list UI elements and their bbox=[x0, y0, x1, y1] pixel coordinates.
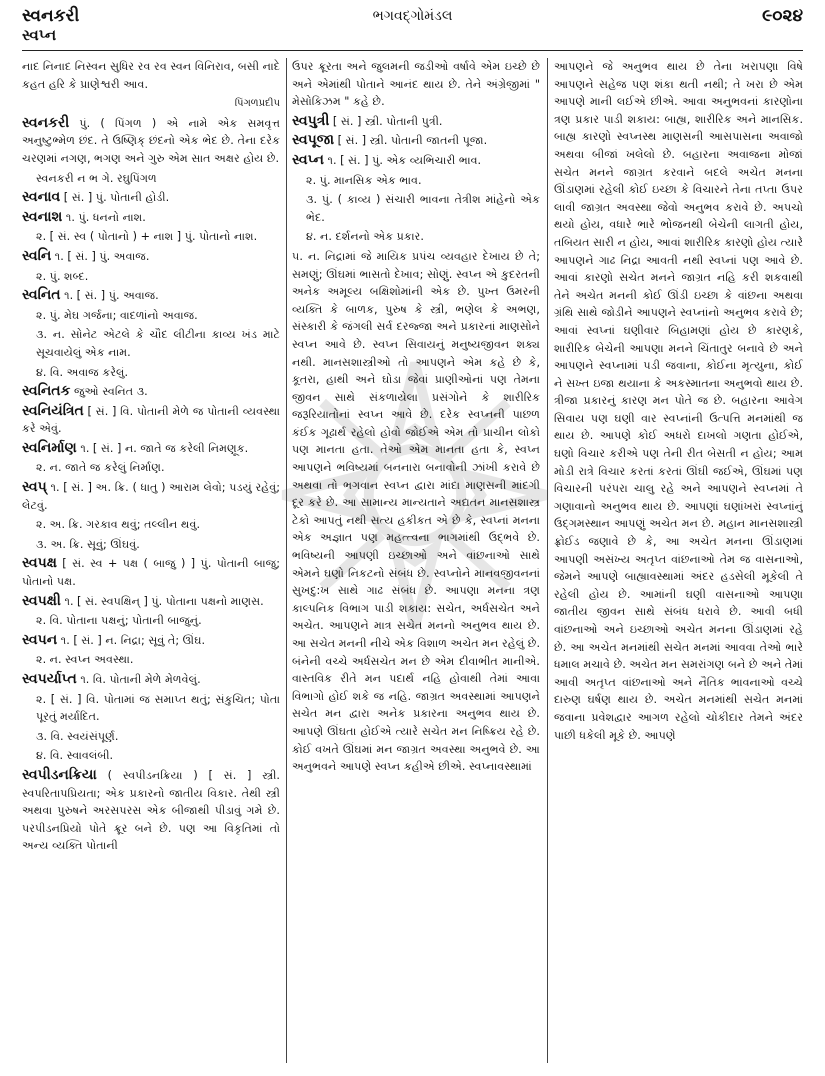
headword: સ્વનિ bbox=[22, 247, 52, 264]
dictionary-entry bbox=[22, 767, 280, 855]
entry-text: ૪. ન. દર્શનનો એક પ્રકાર. bbox=[306, 230, 424, 244]
entry-text: ૨. પું. મેઘ ગર્જના; વાદળાંનો અવાજ. bbox=[36, 308, 198, 322]
entry-text: ૧. [ સં. ] ન. જાતે જ કરેલી નિમણૂક. bbox=[76, 441, 249, 455]
running-head-first-word: સ્વનકરી bbox=[22, 6, 80, 26]
dictionary-entry bbox=[22, 58, 280, 93]
dictionary-entry bbox=[22, 248, 280, 266]
entry-text: [ સં. ] સ્ત્રી. પોતાની જાતની પૂજા. bbox=[334, 134, 488, 148]
column-divider bbox=[547, 58, 548, 1063]
dictionary-entry bbox=[22, 671, 280, 689]
running-head-title: ભગવદ્ગોમંડલ bbox=[372, 8, 453, 24]
entry-text: ૨. વિ. પોતાના પક્ષનું; પોતાની બાજુનું. bbox=[36, 614, 202, 628]
entry-text: ૨. પું. માનસિક એક ભાવ. bbox=[306, 173, 422, 187]
entry-text: ૩. અ. ક્રિ. સૂવું; ઊંઘવું. bbox=[36, 537, 140, 551]
dictionary-entry bbox=[22, 268, 280, 286]
entry-text: ૧. [ સં. ] ન. નિદ્રા; સૂવું તે; ઊંઘ. bbox=[57, 633, 206, 647]
dictionary-entry bbox=[292, 228, 540, 246]
entry-text: ૨. અ. ક્રિ. ગરકાવ થવું; તલ્લીન થવું. bbox=[36, 518, 201, 532]
dictionary-entry bbox=[22, 383, 280, 401]
entry-text: ૪. વિ. અવાજ કરેલું. bbox=[36, 365, 129, 379]
dictionary-entry bbox=[22, 612, 280, 630]
running-head-last-word: સ્વપ્ન bbox=[22, 26, 57, 44]
dictionary-entry bbox=[22, 307, 280, 325]
headword: સ્વનાશ bbox=[22, 208, 63, 225]
headword: સ્વપક્ષ bbox=[22, 555, 57, 572]
headword: સ્વનિતક bbox=[22, 383, 71, 400]
headword: સ્વનિત bbox=[22, 287, 61, 304]
entry-text: ૫. ન. નિદ્રામાં જે માયિક પ્રપંચ વ્યવહાર દેખાય છે તે; સમણું; ઊંઘમાં ભાસતો દેખાવ; સોણું. સ્વપ્ન એ કુદરતની અનેક અમૂલ્ય બક્ષિશોમાંની એક છે. પુખ્ત ઉમરની વ્યક્તિ કે બાળક, પુરુષ કે સ્ત્રી, ભણેલ કે અભણ, સંસ્કારી કે જંગલી સર્વ દરજ્જા અને પ્રકારનાં માણસોને સ્વપ્ન આવે છે. સ્વપ્ન સિવાયનું મનુષ્યજીવન શક્ય નથી. માનસશાસ્ત્રીઓ તો આપણને એમ કહે છે કે, કૂતરા, હાથી અને ઘોડા જેવાં પ્રાણીઓનાં પણ તેમના જીવન સાથે સંકળાયેલા પ્રસંગોને કે શારીરિક જરૂરિયાતોનાં સ્વપ્ન આવે છે. દરેક સ્વપ્નની પાછળ કંઈક ગૂઢાર્થ રહેલો હોવો જોઈએ એમ તો પ્રાચીન લોકો પણ માનતા હતા. તેઓ એમ માનતા હતા કે, સ્વપ્ન આપણને ભવિષ્યમાં બનનારા બનાવોની ઝાંખી કરાવે છે અથવા તો ભગવાન સ્વપ્ન દ્વારા માંદા માણસની માંદગી દૂર કરે છે. આ સામાન્ય માન્યતાને અદ્યતન માનસશાસ્ત્ર ટેકો આપતું નથી સત્ય હકીકત એ છે કે, સ્વપ્નાં મનના એક અજ્ઞાત પણ મહત્ત્વના ભાગમાંથી ઉદ્ભવે છે. ભવિષ્યની આપણી ઇચ્છાઓ અને વાંછનાઓ સાથે એમને ઘણો નિકટનો સંબંધ છે. સ્વપ્નોને માનવજીવનનાં સુખદુ:ખ સાથે ગાઢ સંબંધ છે. આપણા મનના ત્રણ કાલ્પનિક વિભાગ પાડી શકાય: સચેત, અર્ધસચેત અને અચેત. આપણને માત્ર સચેત મનનો અનુભવ થાય છે. આ સચેત મનની નીચે એક વિશાળ અચેત મન રહેલું છે. બંનેની વચ્ચે અર્ધસચેત મન છે એમ દીવાભીત માનીએ. વાસ્તવિક રીતે મન પદાર્થ નહિ હોવાથી તેમાં આવા વિભાગો હોઈ શકે જ નહિ. જાગ્રત અવસ્થામાં આપણને સચેત મન દ્વારા અનેક પ્રકારના અનુભવ થાય છે. આપણે ઊંઘતા હોઈએ ત્યારે સચેત મન નિષ્ક્રિય રહે છે. કોઈ વખતે ઊંઘમાં મન જાગ્રત અવસ્થા અનુભવે છે. આ અનુભવને આપણે સ્વપ્ન કહીએ છીએ. સ્વપ્નાવસ્થામાં bbox=[292, 249, 540, 774]
dictionary-entry bbox=[22, 728, 280, 746]
headword: સ્વપક્ષી bbox=[22, 592, 61, 609]
entry-text: [ સં. સ્વ + પક્ષ ( બાજુ ) ] પું. પોતાની બાજુ; પોતાનો પક્ષ. bbox=[22, 557, 280, 589]
entry-text: ૨. [ સં. સ્વ ( પોતાનો ) + નાશ ] પું. પોતાનો નાશ. bbox=[36, 230, 258, 244]
dictionary-entry bbox=[292, 132, 540, 150]
dictionary-entry bbox=[22, 228, 280, 246]
dictionary-entry bbox=[22, 95, 280, 113]
dictionary-entry bbox=[22, 115, 280, 168]
dictionary-entry bbox=[22, 287, 280, 305]
headword: સ્વનિર્માણ bbox=[22, 439, 77, 456]
entry-text: ઉપર ક્રૂરતા અને જુલમની જડીઓ વર્ષાવે એમ ઇચ્છે છે અને એમાંથી પોતાને આનંદ થાય છે. તેને અંગ્રેજીમાં " મેસોકિઝમ " કહે છે. bbox=[292, 60, 540, 109]
entry-text: જુઓ સ્વનિત ૩. bbox=[70, 385, 148, 399]
headword: સ્વનકરી bbox=[22, 114, 70, 131]
entry-text: ૩. પું. ( કાવ્ય ) સંચારી ભાવના તેત્રીશ માંહેનો એક ભેદ. bbox=[306, 193, 540, 224]
dictionary-entry bbox=[22, 632, 280, 650]
dictionary-entry bbox=[292, 248, 540, 776]
dictionary-entry bbox=[22, 440, 280, 458]
dictionary-entry bbox=[22, 516, 280, 534]
entry-text: નાદ નિનાદ નિસ્વન સુધિર રવ રવ સ્વન વિનિરાવ, બસી નાદે કહત હરિ કે પ્રાણેશ્વરી આવ. bbox=[22, 60, 280, 91]
entry-text: આપણને જે અનુભવ થાય છે તેના ખરાપણા વિષે આપણને સહેજ પણ શંકા થતી નથી; તે ખરા છે એમ આપણે માની લઈએ છીએ. આવા અનુભવનાં કારણોના ત્રણ પ્રકાર પાડી શકાય: બાહ્ય, શારીરિક અને માનસિક. બાહ્ય કારણો સ્વપ્નસ્થ માણસની આસપાસના અવાજો અથવા બીજાં ખલેલો છે. બહારના અવાજના મોજાં સચેત મનને જાગ્રત કરવાને બદલે અચેત મનના ઊંડાણમાં રહેલી કોઈ ઇચ્છા કે વિચારને તેના તપ્તા ઉપર લાવી જાગ્રત અવસ્થા જેવો અનુભવ કરાવે છે. અપચો થયો હોય, વધારે ભારે ભોજનથી બેચેની લાગતી હોય, તબિયત સારી ન હોય, આવાં શારીરિક કારણો હોય ત્યારે આપણને ગાઢ નિદ્રા આવતી નથી સ્વપ્નાં પણ આવે છે. આવાં કારણો સચેત મનને જાગ્રત નહિ કરી શકવાથી તેને અચેત મનની કોઈ ઊંડી ઇચ્છા કે વાંછના અથવા ગ્રંથિ સાથે જોડીને આપણને સ્વપ્નાંનો અનુભવ કરાવે છે; આવાં સ્વપ્નાં ઘણીવાર બિહામણાં હોય છે કારણકે, શારીરિક બેચેની આપણા મનને ચિંતાતુર બનાવે છે અને આપણને સ્વપ્નામાં પડી જવાના, કોઈના મૃત્યુના, કોઈ ને સખ્ત ઇજા થયાના કે અકસ્માતના અનુભવો થાય છે. ત્રીજા પ્રકારનું કારણ મન પોતે જ છે. બહારના આવેગ સિવાય પણ ઘણી વાર સ્વપ્નાંની ઉત્પત્તિ મનમાંથી જ થાય છે. આપણે કોઈ અધરો દાખલો ગણતા હોઈએ, ઘણો વિચાર કરીએ પણ તેની રીત બેસતી ન હોય; આમ મોડી રાત્રે વિચાર કરતાં કરતાં ઊંઘી જઈએ, ઊંઘમાં પણ વિચારની પરંપરા ચાલુ રહે અને આપણને સ્વપ્નમાં તે ગણાવાનો અનુભવ થાય છે. આપણાં ઘણાંખરાં સ્વપ્નાંનું ઉદ્ગમસ્થાન આપણું અચેત મન છે. મહાન માનસશાસ્ત્રી ફ્રોઈડ જણાવે છે કે, આ અચેત મનના ઊંડાણમાં આપણી અસંખ્ય અતૃપ્ત વાંછનાઓ તેમ જ વાસનાઓ, જેમને આપણે બાહ્યાવસ્થામાં અંદર હડસેલી મૂકેલી તે રહેલી હોય છે. આમાંની ઘણી વાસનાઓ આપણા જાતીય જીવન સાથે સંબંધ ધરાવે છે. આવી બધી વાંછનાઓ અને ઇચ્છાઓ અચેત મનના ઊંડાણમાં રહે છે. આ અચેત મનમાંથી સચેત મનમાં આવવા તેઓ ભારે ધમાલ મચાવે છે. અચેત મન સમરાંગણ બને છે અને તેમાં આવી અતૃપ્ત વાંછનાઓ અને નૈતિક ભાવનાઓ વચ્ચે દારુણ ઘર્ષણ થાય છે. અચેત મનમાંથી સચેત મનમાં જવાના પ્રવેશદ્વાર આગળ રહેલો ચોકીદાર તેમને અંદર પાછી ધકેલી મૂકે છે. આપણે bbox=[554, 60, 803, 742]
dictionary-entry bbox=[292, 113, 540, 131]
entry-text: ૧. [ સં. ] પું. અવાજ. bbox=[60, 289, 159, 303]
dictionary-entry bbox=[22, 170, 280, 188]
dictionary-entry bbox=[22, 691, 280, 726]
dictionary-entry bbox=[22, 479, 280, 514]
entry-text: ૧. પું. ધનનો નાશ. bbox=[62, 210, 146, 224]
dictionary-entry bbox=[22, 747, 280, 765]
dictionary-entry bbox=[22, 536, 280, 554]
dictionary-entry bbox=[292, 152, 540, 170]
entry-text: ૧. વિ. પોતાની મેળે મેળવેલું. bbox=[76, 673, 201, 686]
headword: સ્વનાવ bbox=[22, 189, 61, 206]
entry-text: [ સં. ] પું. પોતાની હોડી. bbox=[60, 191, 170, 205]
entry-text: ૨. પું. શબ્દ. bbox=[36, 269, 89, 283]
column-right bbox=[554, 58, 803, 1066]
dictionary-entry bbox=[554, 58, 803, 744]
dictionary-entry bbox=[22, 364, 280, 382]
entry-text: [ સં. ] સ્ત્રી. પોતાની પુત્રી. bbox=[329, 114, 443, 128]
dictionary-entry bbox=[22, 555, 280, 590]
entry-text: ૨. ન. જાતે જ કરેલું નિર્માણ. bbox=[36, 461, 165, 475]
dictionary-entry bbox=[292, 191, 540, 226]
entry-text: ૧. [ સં. સ્વપક્ષિન્ ] પું. પોતાના પક્ષનો માણસ. bbox=[60, 594, 264, 608]
dictionary-entry bbox=[22, 209, 280, 227]
entry-text: પિંગળપ્રદીપ bbox=[234, 98, 280, 110]
dictionary-entry bbox=[22, 651, 280, 669]
headword: સ્વપુત્રી bbox=[292, 112, 330, 129]
dictionary-entry bbox=[292, 172, 540, 190]
headword: સ્વપન bbox=[22, 631, 58, 648]
entry-text: પું. ( પિંગળ ) એ નામે એક સમવૃત્ત અનુષ્ટુભ્મેળ છંદ. તે ઉષ્ણિક્ છંદનો એક ભેદ છે. તેના દરેક ચરણમાં નગણ, ભગણ અને ગુરુ એમ સાત અક્ષર હોય છે. bbox=[22, 116, 280, 165]
dictionary-entry bbox=[22, 459, 280, 477]
entry-text: સ્વનકરી ન ભ ગે. રઘુપિંગળ bbox=[36, 171, 157, 185]
entry-text: ૨. ન. સ્વપ્ન અવસ્થા. bbox=[36, 653, 134, 667]
headword: સ્વપૂજા bbox=[292, 132, 335, 149]
dictionary-entry bbox=[22, 403, 280, 438]
dictionary-entry bbox=[22, 593, 280, 611]
header-rule bbox=[22, 50, 803, 51]
headword: સ્વપ્ bbox=[22, 479, 47, 496]
entry-text: ૩. વિ. સ્વયંસંપૂર્ણ. bbox=[36, 729, 119, 743]
headword: સ્વપ્ન bbox=[292, 151, 324, 168]
entry-text: ૪. વિ. સ્વાવલંબી. bbox=[36, 749, 114, 763]
page-number: ૯૦૨૪ bbox=[762, 6, 803, 26]
column-left bbox=[22, 58, 280, 1066]
entry-text: ( સ્વપીડનક્રિયા ) [ સં. ] સ્ત્રી. સ્વપરિતાપપ્રિયતા; એક પ્રકારનો જાતીય વિકાર. તેથી સ્ત્રી અથવા પુરુષને અરસપરસ એક બીજાથી પીડાવું ગમે છે. પરપીડનપ્રિયો પોતે ક્રૂર બને છે. પણ આ વિકૃતિમાં તો અન્ય વ્યક્તિ પોતાની bbox=[22, 768, 280, 853]
headword: સ્વપર્યાપ્ત bbox=[22, 671, 77, 687]
column-divider bbox=[286, 58, 287, 1063]
entry-text: [ સં. ] વિ. પોતાની મેળે જ પોતાની વ્યવસ્થા કરે એવું. bbox=[22, 404, 280, 436]
page-header bbox=[0, 0, 825, 44]
entry-text: ૨. [ સં. ] વિ. પોતામાં જ સમાપ્ત થતું; સંકુચિત; પોતા પૂરતું મર્યાદિત. bbox=[36, 692, 280, 724]
entry-text: ૧. [ સં. ] પું. એક વ્યભિચારી ભાવ. bbox=[323, 153, 482, 167]
entry-text: ૧. [ સં. ] અ. ક્રિ. ( ધાતુ ) આરામ લેવો; પડયું રહેવું; લેટવું. bbox=[22, 481, 280, 512]
dictionary-entry bbox=[22, 189, 280, 207]
headword: સ્વપીડનક્રિયા bbox=[22, 766, 97, 783]
entry-text: ૧. [ સં. ] પું. અવાજ. bbox=[51, 249, 150, 263]
headword: સ્વનિયંત્રિત bbox=[22, 402, 84, 419]
entry-text: ૩. ન. સોનેટ એટલે કે ચૌદ લીટીના કાવ્ય ખંડ માટે સૂચવાયેલું એક નામ. bbox=[36, 328, 280, 359]
column-middle bbox=[292, 58, 540, 1066]
dictionary-entry bbox=[292, 58, 540, 111]
dictionary-entry bbox=[22, 326, 280, 361]
